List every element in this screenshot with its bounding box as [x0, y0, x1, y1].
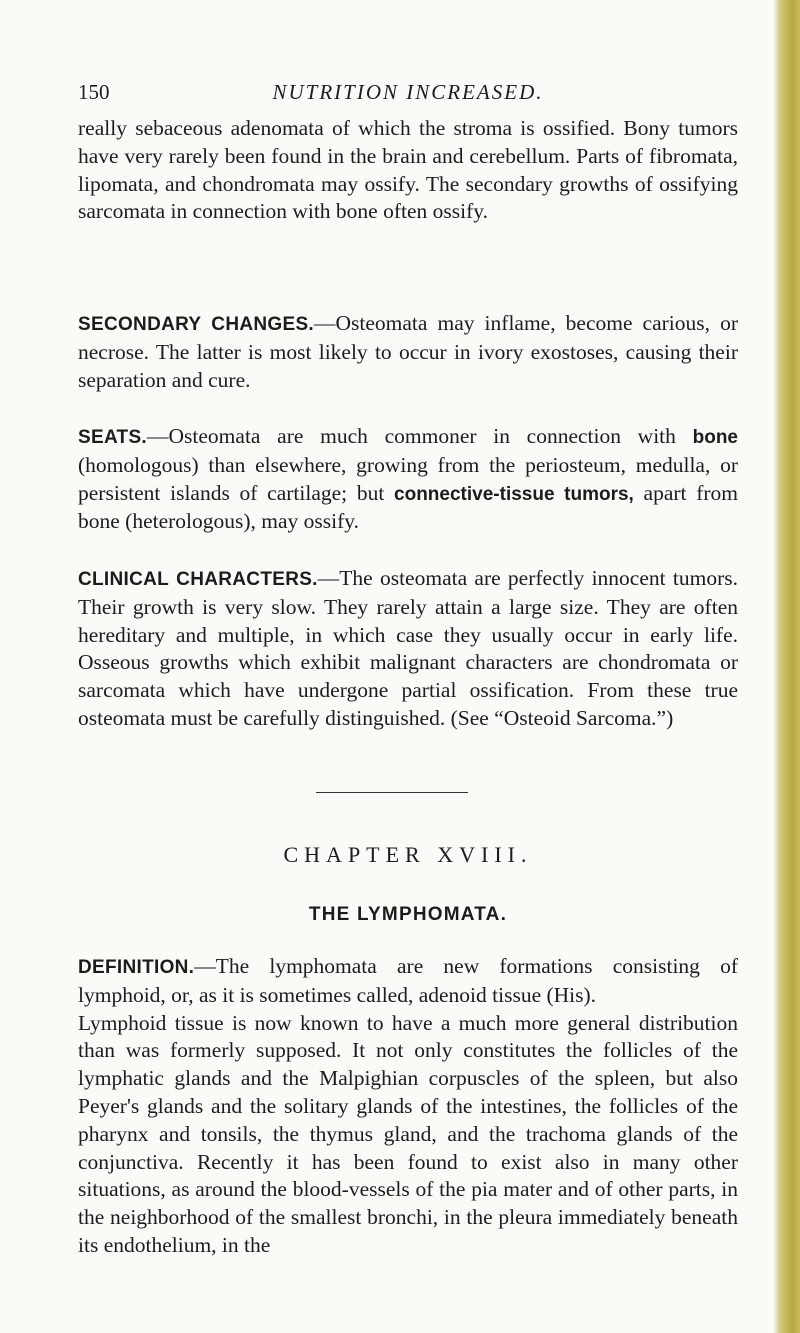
paragraph-clinical-characters	[78, 565, 738, 733]
running-head: NUTRITION INCREASED.	[272, 80, 544, 104]
paragraph-body: apart from bone (heterologous), may ossify.	[78, 480, 739, 534]
paragraph-body: (homologous) than elsewhere, growing from the periosteum, medulla, or persistent islands of cartilage; but	[78, 452, 738, 505]
section-heading-clinical-characters: CLINICAL CHARACTERS.	[78, 569, 318, 590]
page-header	[78, 80, 738, 110]
paragraph-ossification: really sebaceous adenomata of which the stroma is ossified. Bony tumors have very rarely been found in the brain and cerebellum. Parts of fibromata, lipomata, and chondromata may ossify. The secondary growths of ossifying sarcomata in connection with bone often ossify.	[78, 116, 738, 224]
paragraph-seats	[78, 423, 738, 536]
paragraph-body: —Osteomata are much commoner in connection with	[147, 424, 693, 448]
chapter-title: THE LYMPHOMATA.	[308, 904, 508, 925]
paragraph-body: —The osteomata are perfectly innocent tumors. Their growth is very slow. They rarely attain a large size. They are often hereditary and multiple, in which case they usually occur in early life. Osseous growths which exhibit malignant characters are chondromata or sarcomata which have undergone partial ossification. From these true osteomata must be carefully distinguished. (See “Osteoid Sarcoma.”)	[78, 566, 738, 730]
page-edge	[774, 0, 800, 1333]
emphasis-connective-tissue: connective-tissue tumors,	[394, 483, 634, 505]
page-number: 150	[78, 80, 110, 104]
paragraph-lymphoid-tissue: Lymphoid tissue is now known to have a much more general distribution than was formerly supposed. It not only constitutes the follicles of the lymphatic glands and the Malpighian corpuscles of the spleen, but also Peyer's glands and the solitary glands of the intestines, the follicles of the pharynx and tonsils, the thymus gland, and the trachoma glands of the conjunctiva. Recently it has been found to exist also in many other situations, as around the blood-vessels of the pia mater and of other parts, in the neighborhood of the smallest bronchi, in the pleura immediately beneath its endothelium, in the	[78, 1010, 738, 1257]
section-heading-secondary-changes: SECONDARY CHANGES.	[78, 314, 314, 335]
chapter-number: CHAPTER XVIII.	[283, 842, 533, 867]
paragraph-definition	[78, 953, 738, 1260]
paragraph-body: —Osteomata may inflame, become carious, or necrose. The latter is most likely to occur in ivory exostoses, causing their separation and cure.	[78, 311, 738, 392]
section-divider	[316, 792, 468, 793]
paragraph-secondary-changes	[78, 310, 738, 394]
section-heading-seats: SEATS.	[78, 427, 148, 448]
emphasis-bone: bone	[692, 427, 738, 448]
section-heading-definition: DEFINITION.	[78, 957, 195, 978]
paragraph-body: —The lymphomata are new formations consisting of lymphoid, or, as it is sometimes called, adenoid tissue (His).	[78, 954, 738, 1007]
